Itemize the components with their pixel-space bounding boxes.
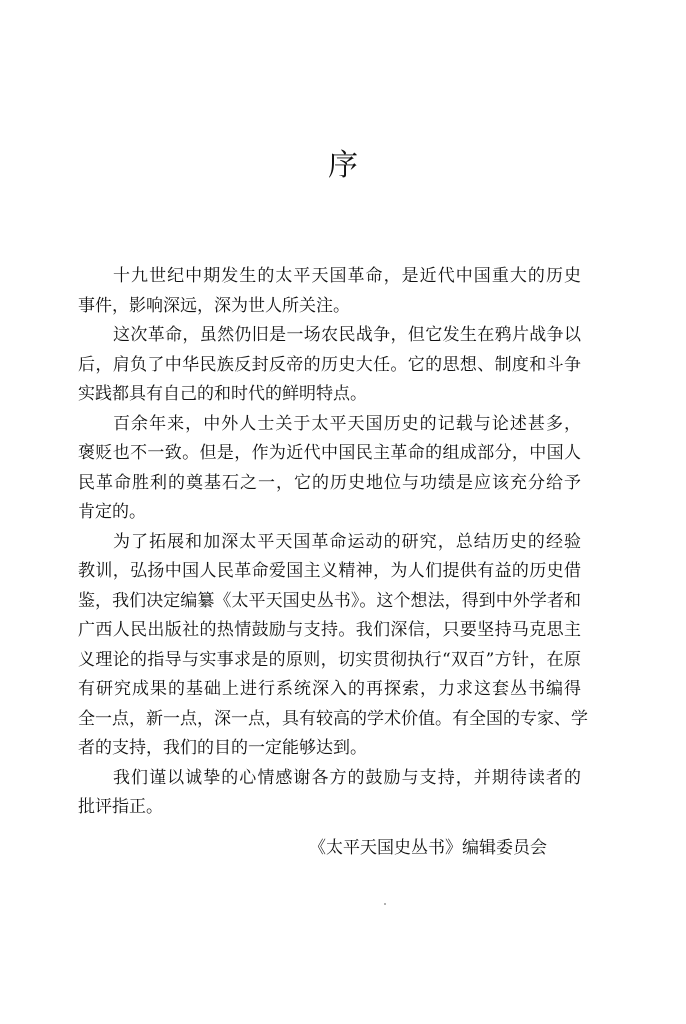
paragraph-line: 后，肩负了中华民族反封反帝的历史大任。它的思想、制度和斗争 xyxy=(78,354,581,375)
paragraph-line: 百余年来，中外人士关于太平天国历史的记载与论述甚多， xyxy=(113,413,581,434)
paragraph-line: 为了拓展和加深太平天国革命运动的研究，总结历史的经验 xyxy=(113,531,581,552)
paragraph-line: 民革命胜利的奠基石之一，它的历史地位与功绩是应该充分给予 xyxy=(78,472,581,493)
paragraph-4 xyxy=(78,528,588,764)
paragraph-line: 事件，影响深远，深为世人所关注。 xyxy=(78,295,350,316)
paragraph-3 xyxy=(78,410,581,528)
body-text xyxy=(78,262,588,823)
paragraph-line: 全一点，新一点，深一点，具有较高的学术价值。有全国的专家、学 xyxy=(78,708,588,729)
paragraph-line: 实践都具有自己的和时代的鲜明特点。 xyxy=(78,384,367,404)
paragraph-line: 教训，弘扬中国人民革命爱国主义精神，为人们提供有益的历史借 xyxy=(78,561,581,581)
paragraph-line: 者的支持，我们的目的一定能够达到。 xyxy=(78,738,367,758)
paragraph-line: 义理论的指导与实事求是的原则，切实贯彻执行“双百”方针，在原 xyxy=(78,649,581,670)
signature: 《太平天国史丛书》编辑委员会 xyxy=(309,838,547,858)
paragraph-line: 广西人民出版社的热情鼓励与支持。我们深信，只要坚持马克思主 xyxy=(78,620,581,640)
paragraph-line: 有研究成果的基础上进行系统深入的再探索，力求这套丛书编得 xyxy=(78,679,581,699)
paragraph-line: 鉴，我们决定编纂《太平天国史丛书》。这个想法，得到中外学者和 xyxy=(78,590,581,611)
paragraph-line: 批评指正。 xyxy=(78,797,163,817)
scan-speck xyxy=(384,903,386,905)
paragraph-line: 十九世纪中期发生的太平天国革命，是近代中国重大的历史 xyxy=(113,266,581,286)
paragraph-5 xyxy=(78,764,581,823)
page-title: 序 xyxy=(328,148,358,183)
paragraph-line: 这次革命，虽然仍旧是一场农民战争，但它发生在鸦片战争以 xyxy=(113,325,581,345)
paragraph-line: 褒贬也不一致。但是，作为近代中国民主革命的组成部分，中国人 xyxy=(78,443,581,463)
paragraph-line: 肯定的。 xyxy=(78,502,146,522)
paragraph-1 xyxy=(78,262,581,321)
paragraph-line: 我们谨以诚挚的心情感谢各方的鼓励与支持，并期待读者的 xyxy=(113,767,581,788)
paragraph-2 xyxy=(78,321,581,410)
